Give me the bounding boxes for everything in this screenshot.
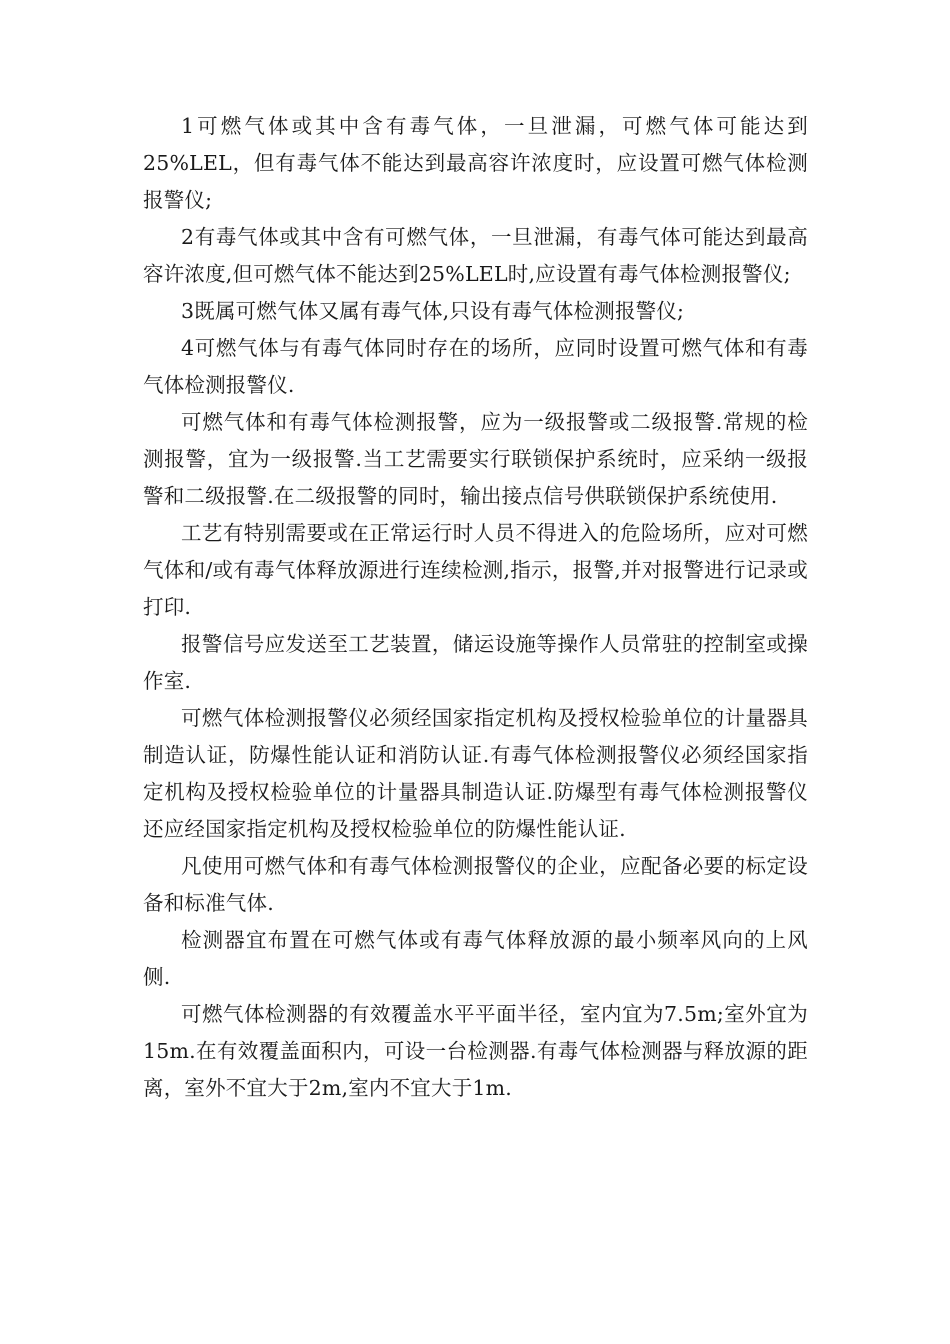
- paragraph-3: 3既属可燃气体又属有毒气体,只设有毒气体检测报警仪;: [181, 299, 685, 323]
- paragraph-7: 报警信号应发送至工艺装置，储运设施等操作人员常驻的控制室或操作室.: [143, 632, 808, 693]
- paragraph-11: 可燃气体检测器的有效覆盖水平平面半径，室内宜为7.5m;室外宜为15m.在有效覆盖面积内，可设一台检测器.有毒气体检测器与释放源的距离，室外不宜大于2m,室内不宜大于1m.: [143, 1002, 808, 1100]
- paragraph-4: 4可燃气体与有毒气体同时存在的场所，应同时设置可燃气体和有毒气体检测报警仪.: [143, 336, 808, 397]
- paragraph-9: 凡使用可燃气体和有毒气体检测报警仪的企业，应配备必要的标定设备和标准气体.: [143, 854, 808, 915]
- paragraph-2: 2有毒气体或其中含有可燃气体，一旦泄漏，有毒气体可能达到最高容许浓度,但可燃气体不能达到25%LEL时,应设置有毒气体检测报警仪;: [143, 225, 808, 286]
- paragraph-10: 检测器宜布置在可燃气体或有毒气体释放源的最小频率风向的上风侧.: [143, 928, 808, 989]
- paragraph-8: 可燃气体检测报警仪必须经国家指定机构及授权检验单位的计量器具制造认证，防爆性能认证和消防认证.有毒气体检测报警仪必须经国家指定机构及授权检验单位的计量器具制造认证.防爆型有毒气体检测报警仪还应经国家指定机构及授权检验单位的防爆性能认证.: [143, 706, 808, 841]
- document-body: [143, 108, 808, 1107]
- paragraph-1: 1可燃气体或其中含有毒气体，一旦泄漏，可燃气体可能达到25%LEL，但有毒气体不能达到最高容许浓度时，应设置可燃气体检测报警仪;: [143, 114, 808, 212]
- paragraph-6: 工艺有特别需要或在正常运行时人员不得进入的危险场所，应对可燃气体和/或有毒气体释放源进行连续检测,指示，报警,并对报警进行记录或打印.: [143, 521, 808, 619]
- paragraph-5: 可燃气体和有毒气体检测报警，应为一级报警或二级报警.常规的检测报警，宜为一级报警.当工艺需要实行联锁保护系统时，应采纳一级报警和二级报警.在二级报警的同时，输出接点信号供联锁保护系统使用.: [143, 410, 808, 508]
